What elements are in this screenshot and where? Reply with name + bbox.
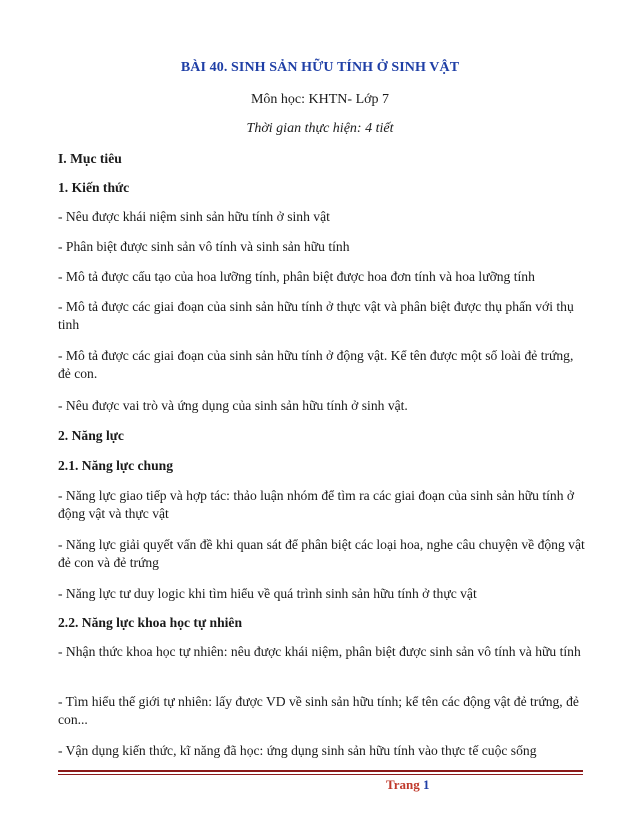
paragraph: - Năng lực giải quyết vấn đề khi quan sát để phân biệt các loại hoa, nghe câu chuyện về động vật đẻ con và đẻ trứng (58, 537, 585, 570)
section-heading-science-competence: 2.2. Năng lực khoa học tự nhiên (58, 615, 243, 630)
subject-line: Môn học: KHTN- Lớp 7 (250, 92, 390, 107)
page-number: 1 (422, 777, 430, 792)
paragraph: - Nêu được vai trò và ứng dụng của sinh sản hữu tính ở sinh vật. (58, 398, 408, 413)
document-title: BÀI 40. SINH SẢN HỮU TÍNH Ở SINH VẬT (180, 60, 460, 75)
section-heading-general-competence: 2.1. Năng lực chung (58, 458, 174, 473)
paragraph: - Mô tả được cấu tạo của hoa lưỡng tính, phân biệt được hoa đơn tính và hoa lưỡng tính (58, 269, 535, 284)
paragraph: - Nêu được khái niệm sinh sản hữu tính ở sinh vật (58, 209, 330, 224)
section-heading-knowledge: 1. Kiến thức (58, 180, 130, 195)
section-heading-competence: 2. Năng lực (58, 428, 124, 443)
paragraph: - Mô tả được các giai đoạn của sinh sản hữu tính ở thực vật và phân biệt được thụ phấn với thụ tinh (58, 299, 574, 332)
paragraph: - Phân biệt được sinh sản vô tính và sinh sản hữu tính (58, 239, 350, 254)
page-label: Trang (386, 777, 420, 792)
duration-line: Thời gian thực hiện: 4 tiết (246, 121, 394, 136)
paragraph: - Vận dụng kiến thức, kĩ năng đã học: ứng dụng sinh sản hữu tính vào thực tế cuộc sống (58, 743, 537, 758)
paragraph: - Mô tả được các giai đoạn của sinh sản hữu tính ở động vật. Kể tên được một số loài đẻ trứng, đẻ con. (58, 348, 574, 381)
section-heading-objectives: I. Mục tiêu (58, 151, 122, 166)
footer-rule (58, 770, 583, 772)
footer-rule (58, 774, 583, 775)
paragraph: - Năng lực tư duy logic khi tìm hiểu về quá trình sinh sản hữu tính ở thực vật (58, 586, 477, 601)
paragraph: - Nhận thức khoa học tự nhiên: nêu được khái niệm, phân biệt được sinh sản vô tính và hữu tính (58, 644, 581, 659)
paragraph: - Năng lực giao tiếp và hợp tác: thảo luận nhóm để tìm ra các giai đoạn của sinh sản hữu tính ở động vật và thực vật (58, 488, 575, 521)
paragraph: - Tìm hiểu thế giới tự nhiên: lấy được VD về sinh sản hữu tính; kể tên các động vật đẻ trứng, đẻ con... (58, 694, 579, 727)
page-footer (386, 777, 429, 793)
